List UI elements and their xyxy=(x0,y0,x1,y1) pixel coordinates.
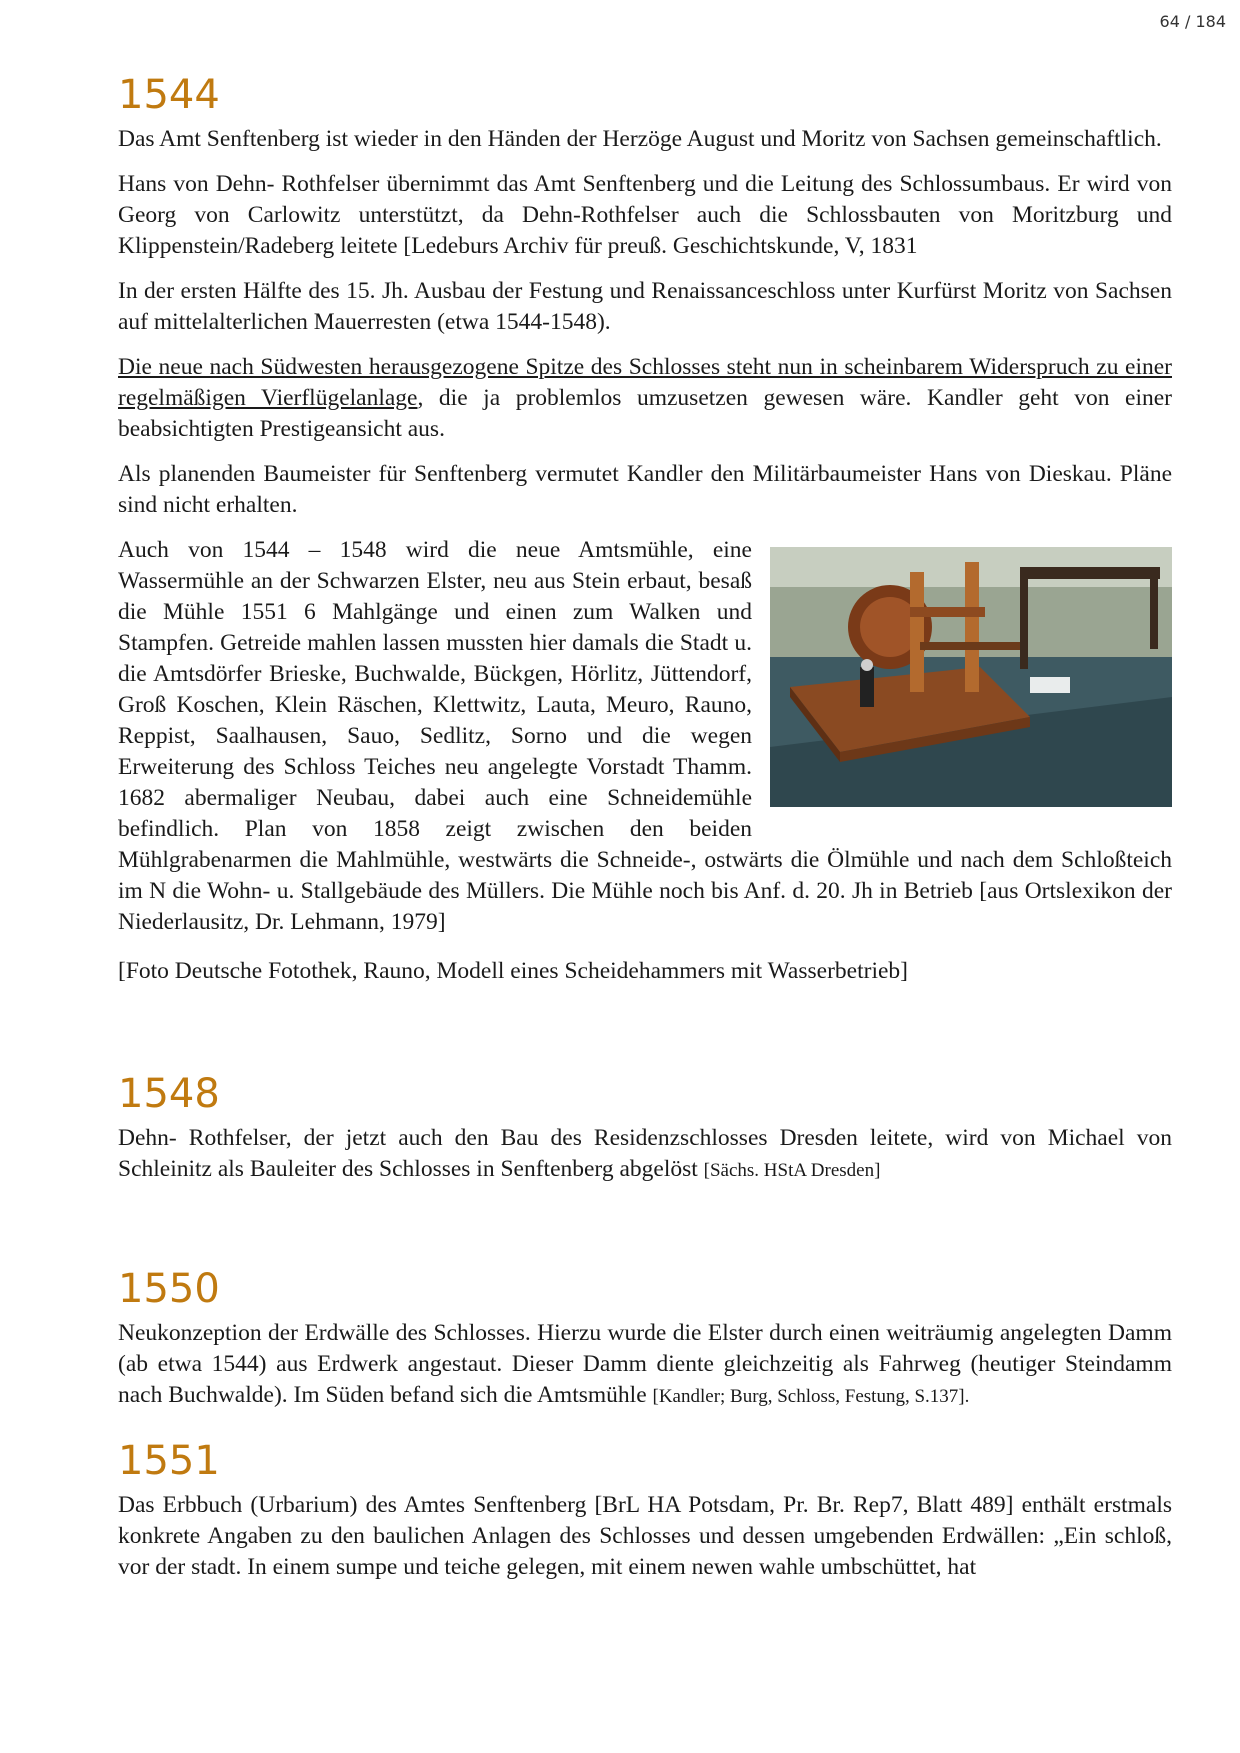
page-number: 64 / 184 xyxy=(1159,12,1226,31)
year-heading: 1548 xyxy=(118,1071,220,1117)
paragraph xyxy=(118,1318,1172,1412)
paragraph: Das Erbbuch (Urbarium) des Amtes Senftenberg [BrL HA Potsdam, Pr. Br. Rep7, Blatt 489] enthält erstmals konkrete Angaben zu den baulichen Anlagen des Schlosses und dessen umgebenden Erdwällen: „Ein schloß, vor der stadt. In einem sumpe und teiche gelegen, mit einem newen wahle umbschüttet, hat xyxy=(118,1492,1172,1580)
section-1550 xyxy=(118,1266,1172,1412)
paragraph-text: Neukonzeption der Erdwälle des Schlosses. Hierzu wurde die Elster durch einen weiträumig angelegten Damm (ab etwa 1544) aus Erdwerk angestaut. Dieser Damm diente gleichzeitig als Fahrweg (heutiger Steindamm nach Buchwalde). Im Süden befand sich die Amtsmühle xyxy=(118,1320,1172,1408)
photo-caption: [Foto Deutsche Fotothek, Rauno, Modell eines Scheidehammers mit Wasserbetrieb] xyxy=(118,958,908,984)
year-heading: 1551 xyxy=(118,1438,220,1484)
underlined-text: Die neue nach Südwesten herausgezogene Spitze des Schlosses steht nun in scheinbarem Widerspruch zu einer regelmäßigen Vierflügelanlage xyxy=(118,354,1172,411)
water-hammer-model-photo xyxy=(770,547,1172,807)
document-body xyxy=(118,72,1172,1597)
paragraph xyxy=(118,352,1172,445)
paragraph xyxy=(118,1123,1172,1186)
paragraph: Das Amt Senftenberg ist wieder in den Händen der Herzöge August und Moritz von Sachsen gemeinschaftlich. xyxy=(118,126,1162,152)
paragraph: Hans von Dehn- Rothfelser übernimmt das Amt Senftenberg und die Leitung des Schlossumbaus. Er wird von Georg von Carlowitz unterstützt, da Dehn-Rothfelser auch die Schlossbauten von Moritzburg und Klippenstein/Radeberg leitete [Ledeburs Archiv für preuß. Geschichtskunde, V, 1831 xyxy=(118,171,1172,259)
paragraph-text: Dehn- Rothfelser, der jetzt auch den Bau des Residenzschlosses Dresden leitete, wird von Michael von Schleinitz als Bauleiter des Schlosses in Senftenberg abgelöst xyxy=(118,1125,1172,1182)
section-1548 xyxy=(118,1071,1172,1186)
paragraph-with-photo xyxy=(118,535,1172,938)
year-heading: 1550 xyxy=(118,1266,220,1312)
paragraph: Als planenden Baumeister für Senftenberg vermutet Kandler den Militärbaumeister Hans von Dieskau. Pläne sind nicht erhalten. xyxy=(118,461,1172,518)
source-citation: [Kandler; Burg, Schloss, Festung, S.137]. xyxy=(652,1386,970,1407)
year-heading: 1544 xyxy=(118,72,220,118)
section-1544 xyxy=(118,72,1172,987)
paragraph-text: , die ja problemlos umzusetzen gewesen wäre. Kandler geht von einer beabsichtigten Prestigeansicht aus. xyxy=(118,385,1172,442)
source-citation: [Sächs. HStA Dresden] xyxy=(703,1160,881,1181)
paragraph: In der ersten Hälfte des 15. Jh. Ausbau der Festung und Renaissanceschloss unter Kurfürst Moritz von Sachsen auf mittelalterlichen Mauerresten (etwa 1544-1548). xyxy=(118,278,1172,335)
section-1551 xyxy=(118,1438,1172,1583)
paragraph-text: Auch von 1544 – 1548 wird die neue Amtsmühle, eine Wassermühle an der Schwarzen Elster, neu aus Stein erbaut, besaß die Mühle 1551 6 Mahlgänge und einen zum Walken und Stampfen. Getreide mahlen lassen mussten hier damals die Stadt u. die Amtsdörfer Brieske, Buchwalde, Bückgen, Hörlitz, Jüttendorf, Groß Koschen, Klein Räschen, Klettwitz, Lauta, Meuro, Rauno, Reppist, Saalhausen, Sauo, Sedlitz, Sorno und die wegen Erweiterung des Schloss Teiches neu angelegte Vorstadt Thamm. 1682 abermaliger Neubau, dabei auch eine Schneidemühle befindlich. Plan von 1858 zeigt zwischen den beiden Mühlgrabenarmen die Mahlmühle, westwärts die Schneide-, ostwärts die Ölmühle und nach dem Schloßteich im N die Wohn- u. Stallgebäude des Müllers. Die Mühle noch bis Anf. d. 20. Jh in Betrieb [aus Ortslexikon der Niederlausitz, Dr. Lehmann, 1979] xyxy=(118,537,1172,935)
